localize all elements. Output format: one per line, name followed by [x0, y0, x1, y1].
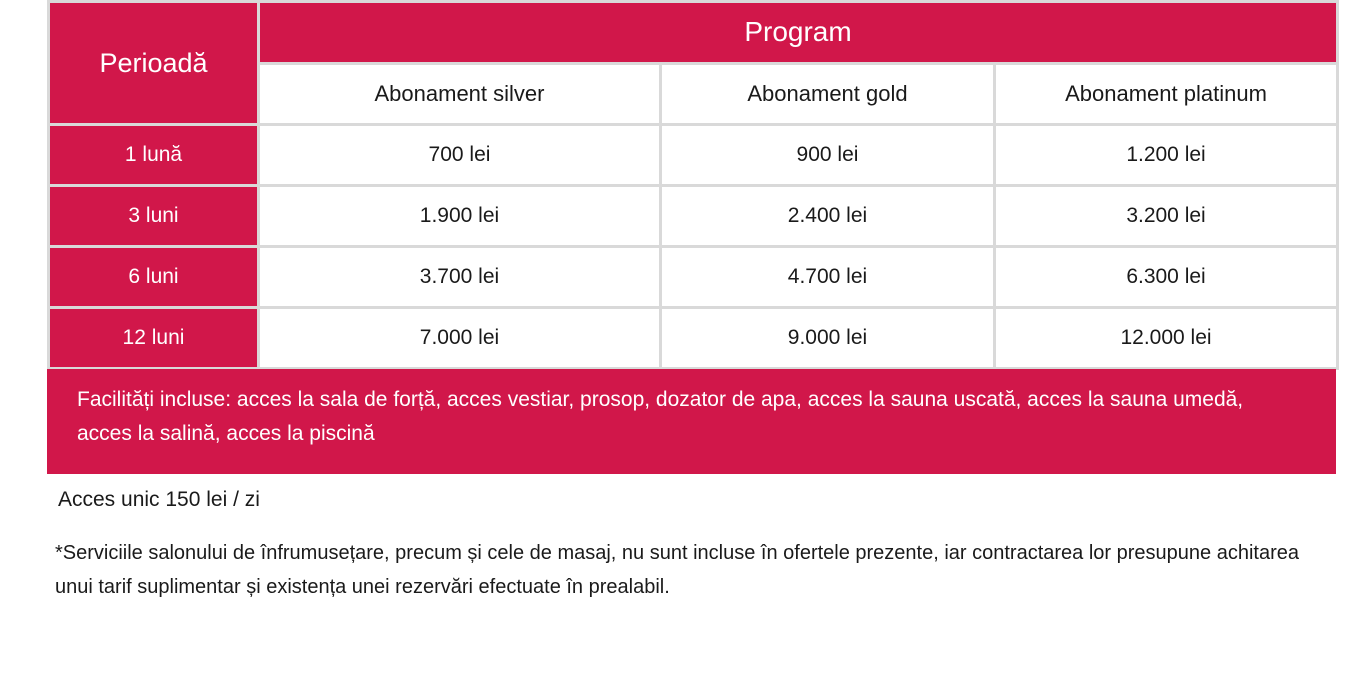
price-cell: 9.000 lei	[661, 308, 995, 369]
single-access-price: Acces unic 150 lei / zi	[58, 488, 260, 511]
table-row	[49, 125, 1338, 186]
column-header-silver: Abonament silver	[259, 63, 661, 125]
price-cell: 900 lei	[661, 125, 995, 186]
price-cell: 3.700 lei	[259, 247, 661, 308]
column-header-platinum: Abonament platinum	[995, 63, 1338, 125]
period-label: 1 lună	[49, 125, 259, 186]
price-cell: 12.000 lei	[995, 308, 1338, 369]
price-cell: 700 lei	[259, 125, 661, 186]
price-cell: 6.300 lei	[995, 247, 1338, 308]
facilities-banner	[47, 369, 1336, 474]
price-cell: 1.900 lei	[259, 186, 661, 247]
price-cell: 7.000 lei	[259, 308, 661, 369]
period-label: 12 luni	[49, 308, 259, 369]
price-cell: 3.200 lei	[995, 186, 1338, 247]
header-row	[49, 2, 1338, 64]
services-note: *Serviciile salonului de înfrumusețare, precum și cele de masaj, nu sunt incluse în ofertele prezente, iar contractarea lor presupune achitarea unui tarif suplimentar și existența unei rezervări efectuate în prealabil.	[55, 542, 1299, 598]
program-header: Program	[259, 2, 1338, 64]
facilities-text: Facilități incluse: acces la sala de forță, acces vestiar, prosop, dozator de apa, acces la sauna uscată, acces la sauna umedă, acces la salină, acces la piscină	[77, 388, 1244, 445]
column-header-gold: Abonament gold	[661, 63, 995, 125]
table-row	[49, 308, 1338, 369]
pricing-table-wrapper	[47, 0, 1336, 370]
table-row	[49, 247, 1338, 308]
price-cell: 2.400 lei	[661, 186, 995, 247]
price-cell: 4.700 lei	[661, 247, 995, 308]
period-label: 3 luni	[49, 186, 259, 247]
period-header: Perioadă	[49, 2, 259, 125]
pricing-table	[47, 0, 1339, 370]
price-cell: 1.200 lei	[995, 125, 1338, 186]
period-label: 6 luni	[49, 247, 259, 308]
table-row	[49, 186, 1338, 247]
